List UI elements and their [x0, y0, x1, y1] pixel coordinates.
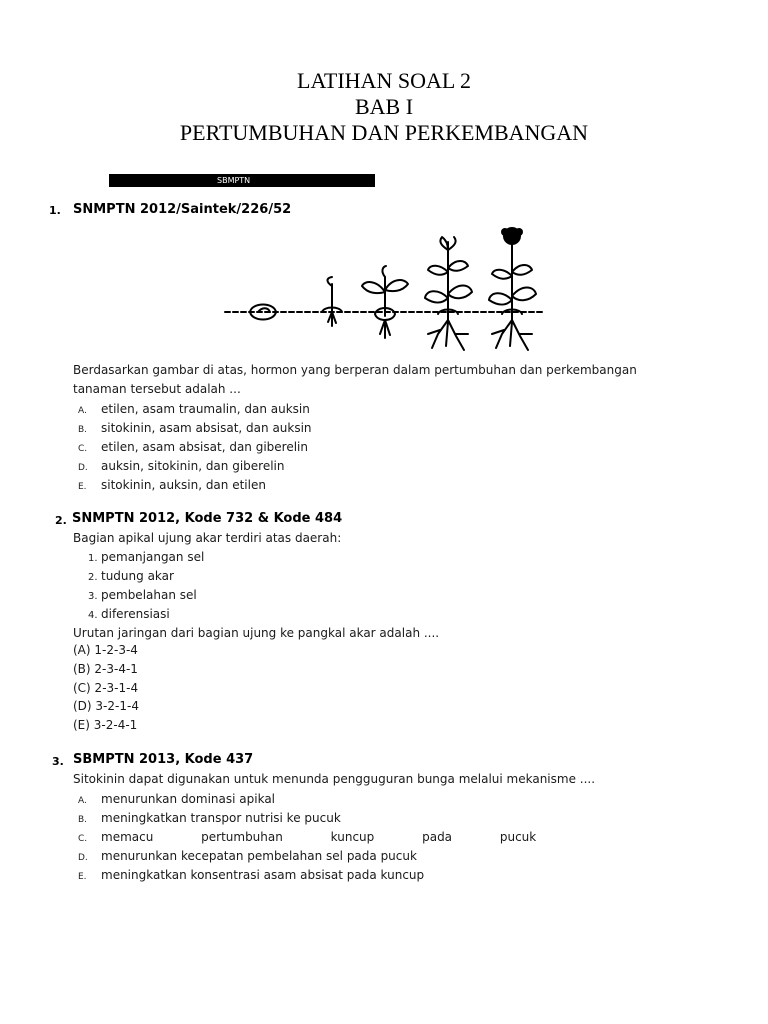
q1-option-text: auksin, sitokinin, dan giberelin [101, 459, 285, 473]
q2-sub-item: pembelahan sel [101, 588, 197, 602]
q1-stem-line2: tanaman tersebut adalah ... [73, 382, 241, 396]
q2-number: 2. [55, 514, 67, 527]
q2-sub-number: 3. [88, 591, 98, 602]
q3-option-text: menurunkan kecepatan pembelahan sel pada pucuk [101, 849, 417, 863]
q2-option: (A) 1-2-3-4 [73, 643, 138, 657]
q2-question: Urutan jaringan dari bagian ujung ke pangkal akar adalah .... [73, 626, 440, 640]
q1-option-text: sitokinin, auksin, dan etilen [101, 478, 266, 492]
q1-option-letter: D. [78, 463, 88, 473]
section-bar [109, 174, 375, 187]
q3-source: SBMPTN 2013, Kode 437 [73, 752, 254, 767]
q3-number: 3. [52, 755, 64, 768]
chapter-label: BAB I [354, 94, 414, 119]
q2-stem: Bagian apikal ujung akar terdiri atas daerah: [73, 531, 342, 545]
plant-growth-stages-illustration [222, 222, 552, 362]
chapter-title: PERTUMBUHAN DAN PERKEMBANGAN [179, 120, 589, 145]
q1-option-text: sitokinin, asam absisat, dan auksin [101, 421, 312, 435]
q1-option-letter: B. [78, 425, 88, 435]
q3-option-text: meningkatkan konsentrasi asam absisat pada kuncup [101, 868, 425, 882]
q1-option-letter: E. [78, 482, 87, 492]
section-bar-label: SBMPTN [217, 176, 251, 185]
q3-option-letter: D. [78, 853, 88, 863]
q2-sub-item: diferensiasi [101, 607, 170, 621]
q3-stem: Sitokinin dapat digunakan untuk menunda pengguguran bunga melalui mekanisme .... [73, 772, 596, 786]
q2-sub-item: pemanjangan sel [101, 550, 205, 564]
q3-option-letter: E. [78, 872, 87, 882]
q3-option-letter: A. [78, 796, 87, 806]
document-title: LATIHAN SOAL 2 [297, 68, 471, 93]
q1-number: 1. [49, 204, 61, 217]
q2-option: (B) 2-3-4-1 [73, 662, 138, 676]
q1-stem-line1: Berdasarkan gambar di atas, hormon yang berperan dalam pertumbuhan dan perkembangan [73, 363, 637, 377]
q1-option-text: etilen, asam traumalin, dan auksin [101, 402, 310, 416]
q2-sub-number: 4. [88, 610, 98, 621]
q2-option: (C) 2-3-1-4 [73, 681, 139, 695]
q2-sub-item: tudung akar [101, 569, 174, 583]
q2-sub-number: 2. [88, 572, 98, 583]
q3-option-letter: C. [78, 834, 88, 844]
q1-source: SNMPTN 2012/Saintek/226/52 [73, 202, 292, 217]
q3-option-text: meningkatkan transpor nutrisi ke pucuk [101, 811, 341, 825]
q1-option-text: etilen, asam absisat, dan giberelin [101, 440, 308, 454]
q3-option-text: memacu pertumbuhan kuncup pada pucuk [101, 830, 537, 844]
q2-option: (D) 3-2-1-4 [73, 699, 139, 713]
q2-sub-number: 1. [88, 553, 98, 564]
q3-option-text: menurunkan dominasi apikal [101, 792, 276, 806]
q2-source: SNMPTN 2012, Kode 732 & Kode 484 [72, 511, 343, 526]
q2-option: (E) 3-2-4-1 [73, 718, 138, 732]
q1-option-letter: C. [78, 444, 88, 454]
q3-option-letter: B. [78, 815, 88, 825]
q1-option-letter: A. [78, 406, 87, 416]
